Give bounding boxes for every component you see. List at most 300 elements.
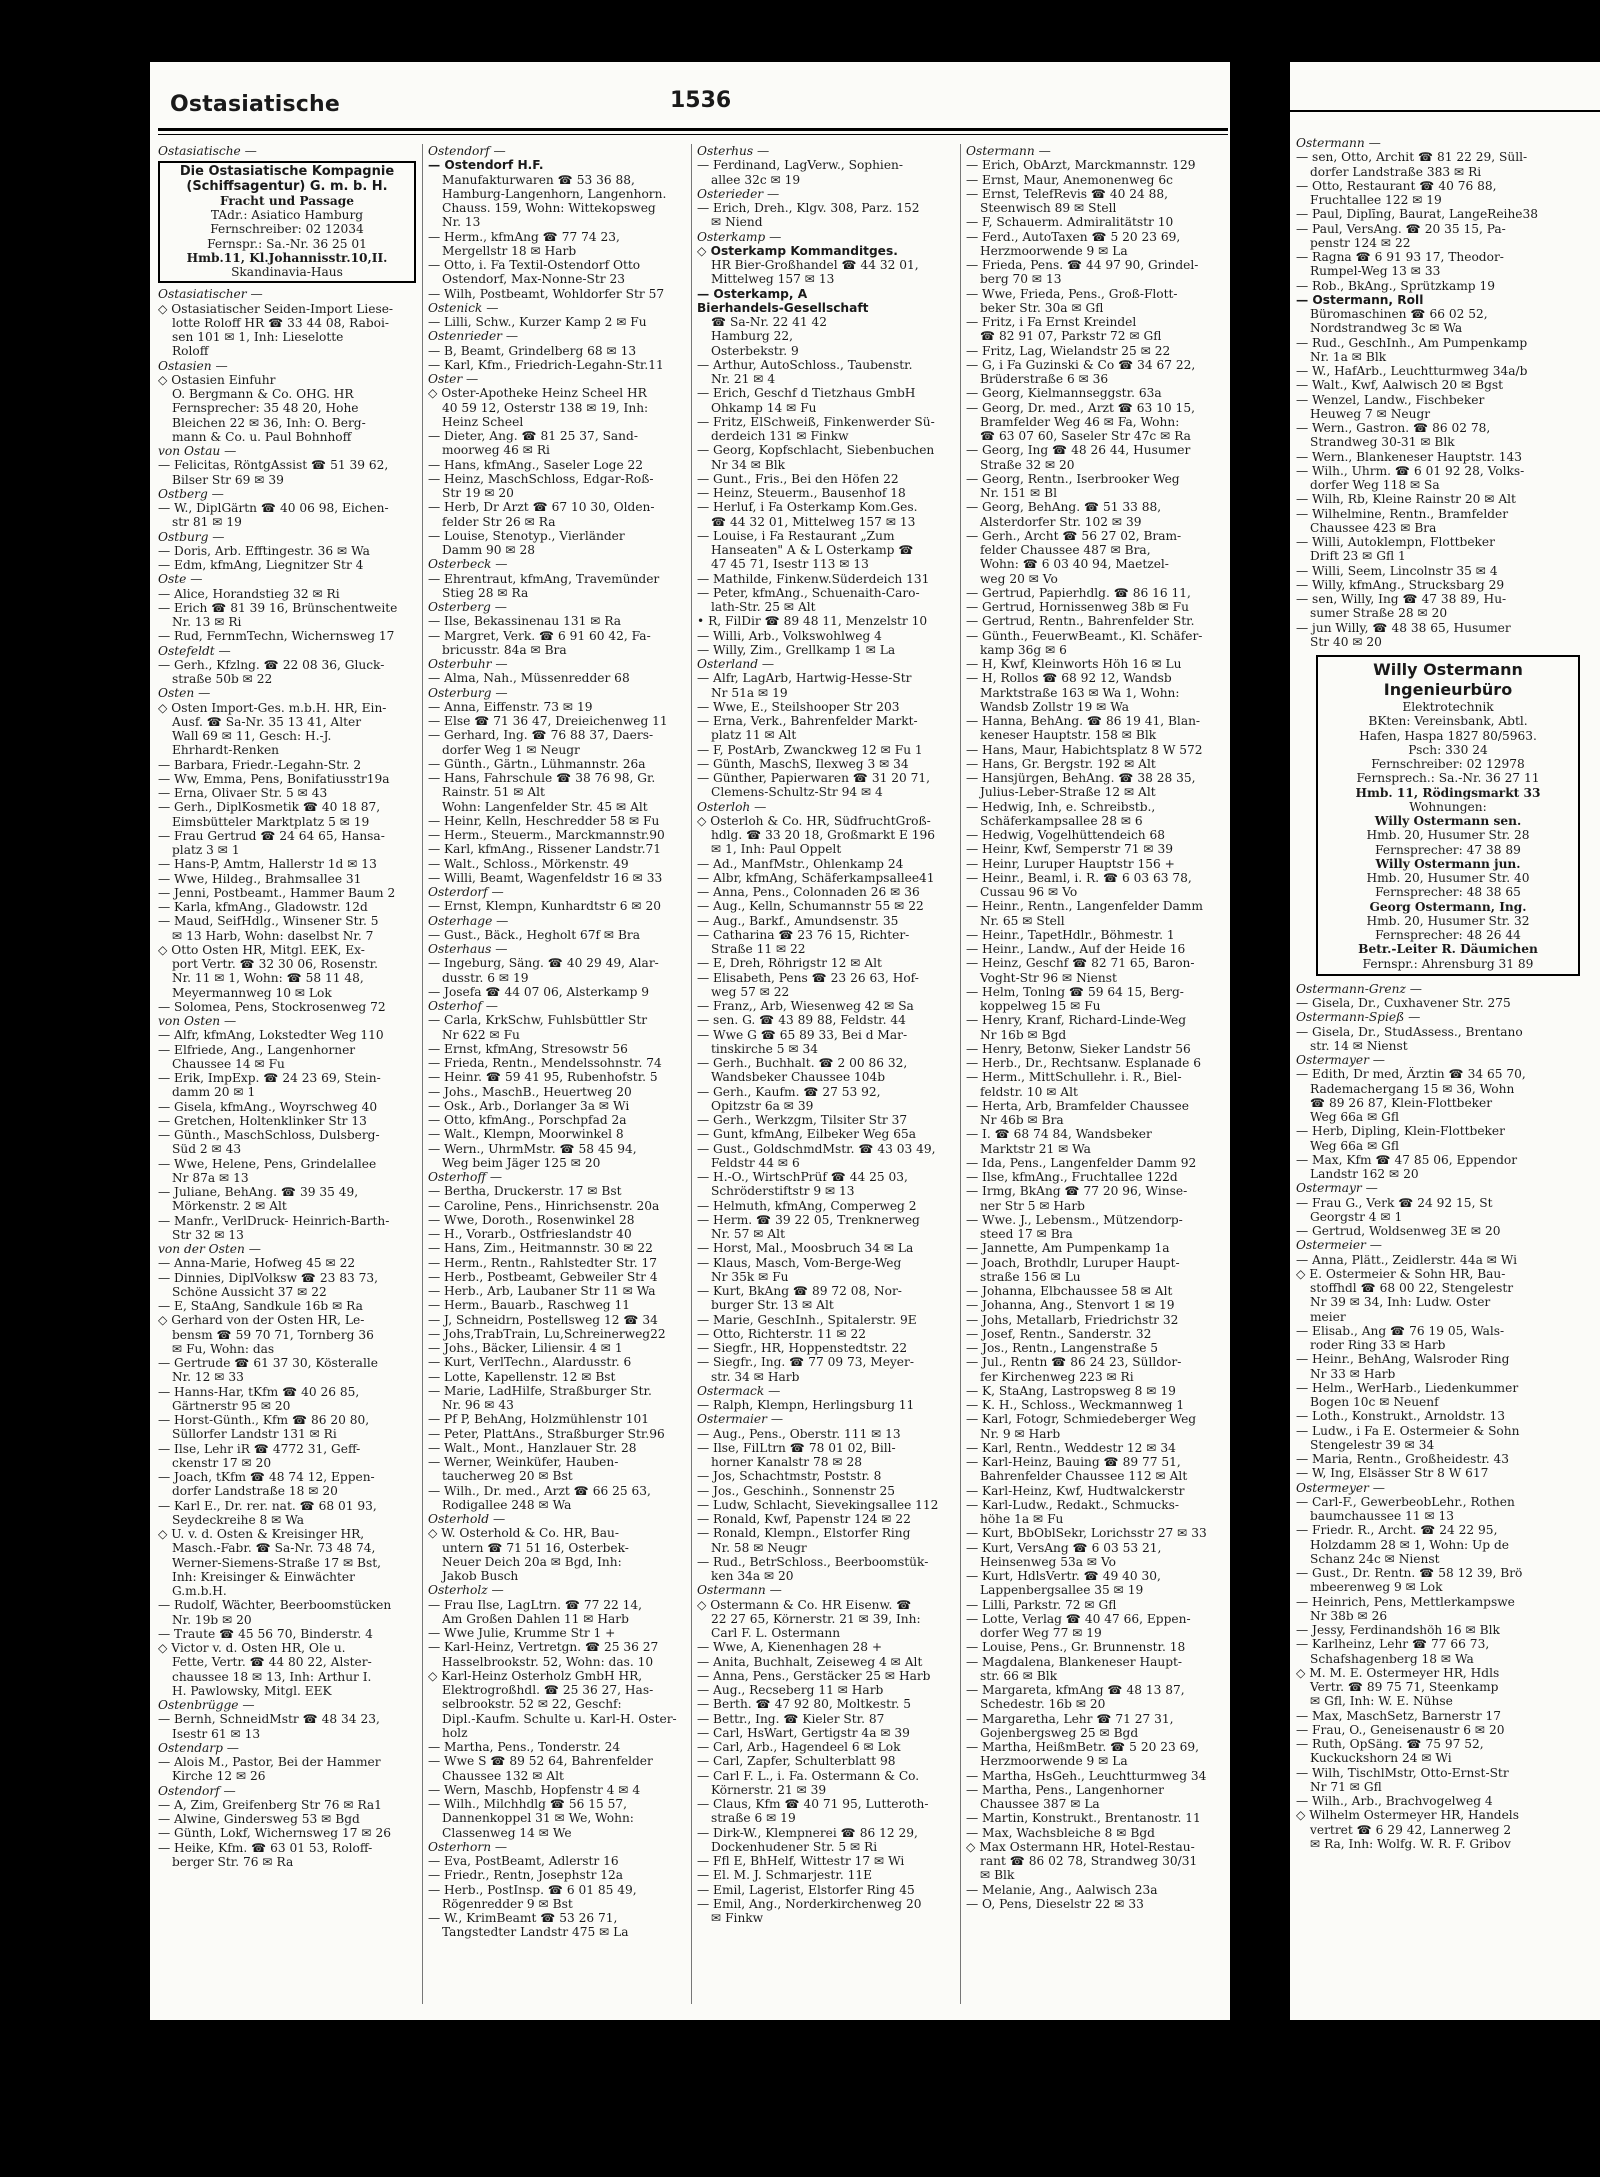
directory-entry-line: — Anna, Pens., Colonnaden 26 ✉ 36 <box>697 885 920 899</box>
directory-entry-line: — Gertrude ☎ 61 37 30, Kösteralle <box>158 1356 378 1370</box>
directory-entry-line: Schedestr. 16b ✉ 20 <box>980 1697 1106 1712</box>
directory-entry-line: — Herm., Bauarb., Raschweg 11 <box>428 1298 630 1313</box>
section-heading: Ostermann-Spieß — <box>1296 1010 1421 1025</box>
directory-entry-line: — Gerh., Kaufm. ☎ 27 53 92, <box>697 1084 881 1099</box>
column-4 <box>966 144 1224 1911</box>
directory-entry-line: stoffhdl ☎ 68 00 22, Stengelestr <box>1310 1281 1514 1295</box>
directory-entry-line: — W, Ing, Elsässer Str 8 W 617 <box>1296 1466 1489 1481</box>
directory-entry-line: — Claus, Kfm ☎ 40 71 95, Lutteroth- <box>697 1797 929 1811</box>
directory-entry-line: Fernsprecher: 48 26 44 <box>1375 928 1521 942</box>
directory-entry-line: — E, Dreh, Röhrigstr 12 ✉ Alt <box>697 956 882 971</box>
directory-entry-line: — Karl-Heinz, Vertretgn. ☎ 25 36 27 <box>428 1640 659 1655</box>
directory-entry-line: chaussee 18 ✉ 13, Inh: Arthur I. <box>172 1669 372 1684</box>
directory-entry-line: — Erich, ObArzt, Marckmannstr. 129 <box>966 158 1196 173</box>
directory-entry-line: — Ferd., AutoTaxen ☎ 5 20 23 69, <box>966 229 1181 244</box>
directory-entry-line: Cussau 96 ✉ Vo <box>980 885 1078 899</box>
directory-entry-line: — B, Beamt, Grindelberg 68 ✉ 13 <box>428 343 637 358</box>
directory-entry-line: — Magdalena, Blankeneser Haupt- <box>966 1654 1183 1669</box>
directory-entry-line: Nr 16b ✉ Bgd <box>980 1027 1067 1042</box>
directory-entry-line: — W., DiplGärtn ☎ 40 06 98, Eichen- <box>158 501 389 515</box>
directory-entry-line: — Wwe, Hildeg., Brahmsallee 31 <box>158 871 362 886</box>
directory-entry-line: — Helm, Tonlng ☎ 59 64 15, Berg- <box>966 984 1184 999</box>
directory-entry-line: — Erich, Dreh., Klgv. 308, Parz. 152 <box>697 201 920 215</box>
directory-entry-line: — Otto, kfmAng., Porschpfad 2a <box>428 1113 627 1127</box>
directory-entry-line: ◇ Oster-Apotheke Heinz Scheel HR <box>428 386 647 401</box>
directory-entry-line: — Alwine, Gindersweg 53 ✉ Bgd <box>158 1812 360 1826</box>
directory-entry-line: meier <box>1310 1309 1346 1324</box>
directory-entry-line: — Karl E., Dr. rer. nat. ☎ 68 01 93, <box>158 1498 377 1513</box>
directory-entry-line: — Martha, Pens., Langenhorner <box>966 1782 1164 1797</box>
directory-entry-line: Nr 87a ✉ 13 <box>172 1170 249 1185</box>
directory-entry-line: — jun Willy, ☎ 48 38 65, Husumer <box>1296 620 1511 635</box>
directory-entry-line: — Erna, Verk., Bahrenfelder Markt- <box>697 714 918 728</box>
directory-entry-line: — Gertrud, Papierhdlg. ☎ 86 16 11, <box>966 585 1191 600</box>
directory-entry-line: — Bettr., Ing. ☎ Kieler Str. 87 <box>697 1711 885 1726</box>
directory-entry-line: — Hanns-Har, tKfm ☎ 40 26 85, <box>158 1384 360 1399</box>
directory-entry-line: — Johs, Metallarb, Friedrichstr 32 <box>966 1312 1179 1327</box>
directory-entry-line: Manufakturwaren ☎ 53 36 88, <box>442 172 635 187</box>
directory-entry-line: damm 20 ✉ 1 <box>172 1085 256 1100</box>
directory-entry-line: — Dieter, Ang. ☎ 81 25 37, Sand- <box>428 429 638 443</box>
directory-entry-line: dorfer Landstraße 383 ✉ Ri <box>1310 164 1482 179</box>
directory-entry-line: steed 17 ✉ Bra <box>980 1227 1073 1241</box>
directory-entry-line: — Willi, Autoklempn, Flottbeker <box>1296 535 1495 549</box>
directory-entry-line: — Wilh, Postbeamt, Wohldorfer Str 57 <box>428 286 665 301</box>
directory-entry-line: — Heinrich, Pens, Mettlerkampswe <box>1296 1594 1515 1609</box>
section-heading: Ostenick — <box>428 300 499 315</box>
directory-entry-line: Ingenieurbüro <box>1383 680 1513 699</box>
directory-entry-line: — H, Rollos ☎ 68 92 12, Wandsb <box>966 671 1172 686</box>
directory-entry-line: berger Str. 76 ✉ Ra <box>172 1854 294 1869</box>
directory-entry-line: — Frau, O., Geneisenaustr 6 ✉ 20 <box>1296 1722 1505 1737</box>
directory-entry-line: port Vertr. ☎ 32 30 06, Rosenstr. <box>172 957 379 971</box>
directory-entry-line: — Helmuth, kfmAng, Comperweg 2 <box>697 1198 917 1213</box>
directory-entry-line: Tangstedter Landstr 475 ✉ La <box>442 1925 629 1940</box>
directory-entry-line: — Joach, tKfm ☎ 48 74 12, Eppen- <box>158 1470 375 1484</box>
directory-entry-line: H. Pawlowsky, Mitgl. EEK <box>172 1683 332 1698</box>
directory-entry-line: — Max, Kfm ☎ 47 85 06, Eppendor <box>1296 1152 1518 1167</box>
directory-entry-line: — Frau G., Verk ☎ 24 92 15, St <box>1296 1195 1493 1210</box>
directory-entry-line: — Carl F. L., i. Fa. Ostermann & Co. <box>697 1768 920 1783</box>
directory-entry-line: — Martha, Pens., Tonderstr. 24 <box>428 1740 621 1754</box>
directory-entry-line: Die Ostasiatische Kompagnie <box>179 165 395 180</box>
directory-entry-line: — Rud., GeschInh., Am Pumpenkamp <box>1296 335 1528 350</box>
directory-entry-line: ◇ W. Osterhold & Co. HR, Bau- <box>428 1526 619 1541</box>
directory-entry-line: — Gerh., Werkzgm, Tilsiter Str 37 <box>697 1113 908 1127</box>
directory-entry-line: O. Bergmann & Co. OHG. HR <box>172 387 354 401</box>
directory-entry-line: Hmb. 20, Husumer Str. 32 <box>1366 913 1530 928</box>
directory-entry-line: — Louise, Stenotyp., Vierländer <box>428 528 625 543</box>
directory-entry-line: — Osterkamp, A <box>697 286 808 301</box>
directory-entry-line: Lappenbergsallee 35 ✉ 19 <box>980 1583 1144 1598</box>
directory-entry-line: — Arthur, AutoSchloss., Taubenstr. <box>697 357 913 372</box>
column-2 <box>428 144 686 1940</box>
directory-entry-line: Körnerstr. 21 ✉ 39 <box>711 1782 827 1797</box>
directory-entry-line: — Margaretha, Lehr ☎ 71 27 31, <box>966 1711 1174 1726</box>
directory-entry-line: — Willi, Arb., Volkswohlweg 4 <box>697 628 882 643</box>
section-heading: Ostasien — <box>158 358 228 373</box>
directory-entry-line: — Hans, Fahrschule ☎ 38 76 98, Gr. <box>428 771 656 785</box>
directory-entry-line: Fernsprecher: 47 38 89 <box>1375 842 1521 857</box>
directory-entry-line: — Ingeburg, Säng. ☎ 40 29 49, Alar- <box>428 956 659 971</box>
directory-entry-line: — K, StaAng, Lastropsweg 8 ✉ 19 <box>966 1383 1176 1398</box>
directory-entry-line: Str 32 ✉ 13 <box>172 1227 244 1242</box>
directory-entry-line: — Walt., Klempn, Moorwinkel 8 <box>428 1127 624 1142</box>
directory-entry-line: Dannenkoppel 31 ✉ We, Wohn: <box>442 1811 634 1826</box>
directory-entry-line: — Carl, Arb., Hagendeel 6 ✉ Lok <box>697 1740 901 1754</box>
directory-entry-line: — Margareta, kfmAng ☎ 48 13 87, <box>966 1683 1185 1697</box>
directory-entry-line: — Wern, Maschb, Hopfenstr 4 ✉ 4 <box>428 1782 641 1797</box>
section-heading: Osterhus — <box>697 144 770 158</box>
section-heading: Ostendorf — <box>428 144 506 158</box>
directory-entry-line: — Wilh., Milchhdlg ☎ 56 15 57, <box>428 1797 628 1811</box>
directory-entry-line: — Ww, Emma, Pens, Bonifatiusstr19a <box>158 771 390 786</box>
directory-entry-line: — Hans, Maur, Habichtsplatz 8 W 572 <box>966 742 1203 757</box>
directory-entry-line: Alsterdorfer Str. 102 ✉ 39 <box>980 514 1142 529</box>
directory-entry-line: — Herb., Postbeamt, Gebweiler Str 4 <box>428 1269 658 1284</box>
directory-entry-line: — Peter, PlattAns., Straßburger Str.96 <box>428 1426 665 1441</box>
section-heading: von Osten — <box>158 1014 237 1028</box>
directory-entry-line: ◇ Otto Osten HR, Mitgl. EEK, Ex- <box>158 942 365 957</box>
directory-entry-line: Rögenredder 9 ✉ Bst <box>442 1896 573 1911</box>
directory-entry-line: keneser Hauptstr. 158 ✉ Blk <box>980 728 1157 743</box>
directory-entry-line: — Anna-Marie, Hofweg 45 ✉ 22 <box>158 1256 356 1271</box>
directory-entry-line: — Ernst, TelefRevis ☎ 40 24 88, <box>966 186 1169 201</box>
directory-entry-line: — Dirk-W., Klempnerei ☎ 86 12 29, <box>697 1825 918 1840</box>
directory-entry-line: G.m.b.H. <box>172 1584 227 1598</box>
directory-entry-line: Ehrhardt-Renken <box>172 743 280 758</box>
directory-entry-line: — Herb, Dr Arzt ☎ 67 10 30, Olden- <box>428 500 655 515</box>
directory-entry-line: — Johs,TrabTrain, Lu,Schreinerweg22 <box>428 1326 666 1341</box>
directory-entry-line: — Georg, Kielmannseggstr. 63a <box>966 386 1162 401</box>
directory-entry-line: — Siegfr., HR, Hoppenstedtstr. 22 <box>697 1341 908 1355</box>
directory-entry-line: — Otto, i. Fa Textil-Ostendorf Otto <box>428 258 641 272</box>
directory-entry-line: — H., Vorarb., Ostfrieslandstr 40 <box>428 1227 632 1241</box>
directory-entry-line: Hmb. 20, Husumer Str. 28 <box>1366 828 1530 843</box>
directory-entry-line: — Ehrentraut, kfmAng, Travemünder <box>428 571 660 586</box>
column-divider <box>691 144 692 2004</box>
directory-entry-line: Chaussee 423 ✉ Bra <box>1310 520 1437 535</box>
directory-entry-line: — Karl, kfmAng., Rissener Landstr.71 <box>428 842 662 857</box>
directory-entry-line: Süd 2 ✉ 43 <box>172 1142 242 1157</box>
directory-entry-line: — Anna, Plätt., Zeidlerstr. 44a ✉ Wi <box>1296 1252 1518 1267</box>
directory-entry-line: — W., KrimBeamt ☎ 53 26 71, <box>428 1911 618 1925</box>
directory-entry-line: Holzdamm 28 ✉ 1, Wohn: Up de <box>1310 1537 1509 1552</box>
directory-entry-line: — Ferdinand, LagVerw., Sophien- <box>697 158 904 173</box>
directory-entry-line: Dockenhudener Str. 5 ✉ Ri <box>711 1839 878 1854</box>
directory-entry-line: — Gerhard, Ing. ☎ 76 88 37, Daers- <box>428 728 654 743</box>
directory-entry-line: — Erich, Geschf d Tietzhaus GmbH <box>697 386 916 401</box>
section-heading: Osterhoff — <box>428 1170 503 1184</box>
directory-entry-line: Nr 71 ✉ Gfl <box>1310 1779 1382 1794</box>
directory-entry-line: Chaussee 132 ✉ Alt <box>442 1768 564 1783</box>
directory-entry-line: — Hedwig, Vogelhüttendeich 68 <box>966 828 1166 842</box>
directory-entry-line: — Marie, GeschInh., Spitalerstr. 9E <box>697 1312 917 1327</box>
directory-entry-line: lotte Roloff HR ☎ 33 44 08, Raboi- <box>172 315 390 330</box>
directory-entry-line: weg 57 ✉ 22 <box>711 984 790 999</box>
directory-entry-line: Wohn: ☎ 6 03 40 94, Maetzel- <box>980 557 1169 572</box>
directory-entry-line: — Werner, Weinküfer, Hauben- <box>428 1455 619 1469</box>
directory-entry-line: — Herb, Dipling, Klein-Flottbeker <box>1296 1124 1505 1139</box>
directory-entry-line: höhe 1a ✉ Fu <box>980 1512 1064 1526</box>
section-heading: Ostenrieder — <box>428 329 519 344</box>
directory-entry-line: Opitzstr 6a ✉ 39 <box>711 1098 814 1113</box>
directory-entry-line: ◇ Ostermann & Co. HR Eisenw. ☎ <box>697 1597 912 1612</box>
directory-entry-line: — Wwe S ☎ 89 52 64, Bahrenfelder <box>428 1754 653 1769</box>
directory-entry-line: — Horst, Mal., Moosbruch 34 ✉ La <box>697 1241 914 1256</box>
directory-entry-line: — Gust., GoldschmdMstr. ☎ 43 03 49, <box>697 1141 936 1156</box>
section-heading: Osterburg — <box>428 685 508 700</box>
directory-entry-line: — Wern., Gastron. ☎ 86 02 78, <box>1296 421 1491 435</box>
directory-entry-line: — Frieda, Rentn., Mendelssohnstr. 74 <box>428 1056 662 1070</box>
directory-entry-line: — Ilse, Bekassinenau 131 ✉ Ra <box>428 614 622 629</box>
directory-entry-line: Clemens-Schultz-Str 94 ✉ 4 <box>711 785 883 800</box>
directory-entry-line: — Heinr., Rentn., Langenfelder Damm <box>966 899 1203 914</box>
directory-entry-line: — O, Pens, Dieselstr 22 ✉ 33 <box>966 1896 1144 1911</box>
directory-entry-line: — sen, Otto, Archit ☎ 81 22 29, Süll- <box>1296 150 1528 165</box>
column-divider <box>422 144 423 2004</box>
directory-entry-line: weg 20 ✉ Vo <box>980 571 1058 586</box>
directory-entry-line: ☎ 82 91 07, Parkstr 72 ✉ Gfl <box>980 329 1162 344</box>
directory-entry-line: Nr 38b ✉ 26 <box>1310 1608 1388 1623</box>
directory-entry-line: — Georg, Dr. med., Arzt ☎ 63 10 15, <box>966 400 1195 415</box>
directory-entry-line: — Wenzel, Landw., Fischbeker <box>1296 392 1485 407</box>
directory-entry-line: — Gisela, Dr., StudAssess., Brentano <box>1296 1024 1523 1039</box>
section-heading: Osterloh — <box>697 799 767 814</box>
directory-entry-line: hdlg. ☎ 33 20 18, Großmarkt E 196 <box>711 828 936 842</box>
directory-entry-line: — Fritz, Lag, Wielandstr 25 ✉ 22 <box>966 343 1171 358</box>
directory-entry-line: — F, PostArb, Zwanckweg 12 ✉ Fu 1 <box>697 742 923 757</box>
directory-entry-line: — Ralph, Klempn, Herlingsburg 11 <box>697 1398 915 1412</box>
directory-entry-line: sen 101 ✉ 1, Inh: Lieselotte <box>172 330 344 344</box>
directory-entry-line: Schöne Aussicht 37 ✉ 22 <box>172 1284 327 1299</box>
directory-entry-line: — Herm., Rentn., Rahlstedter Str. 17 <box>428 1255 657 1270</box>
directory-entry-line: Fette, Vertr. ☎ 44 80 22, Alster- <box>172 1655 372 1670</box>
directory-entry-line: — Heinz, Geschf ☎ 82 71 65, Baron- <box>966 956 1195 971</box>
section-heading: Osterkamp — <box>697 229 782 244</box>
section-heading: Osterhold — <box>428 1512 506 1526</box>
directory-entry-line: — Bernh, SchneidMstr ☎ 48 34 23, <box>158 1712 380 1727</box>
directory-entry-line: straße 156 ✉ Lu <box>980 1269 1081 1284</box>
directory-entry-line: Schäferkampsallee 28 ✉ 6 <box>980 813 1143 828</box>
directory-entry-line: • R, FilDir ☎ 89 48 11, Menzelstr 10 <box>697 614 928 629</box>
directory-entry-line: Chaussee 14 ✉ Fu <box>172 1056 285 1071</box>
directory-entry-line: ◇ Max Ostermann HR, Hotel-Restau- <box>966 1839 1195 1854</box>
main-page <box>150 62 1230 2020</box>
directory-entry-line: ◇ M. M. E. Ostermeyer HR, Hdls <box>1296 1665 1500 1680</box>
directory-entry-line: — Gertrud, Rentn., Bahrenfelder Str. <box>966 614 1195 629</box>
directory-entry-line: — Günth, MaschS, Ilexweg 3 ✉ 34 <box>697 756 909 771</box>
directory-entry-line: — Günth, Lokf, Wichernsweg 17 ✉ 26 <box>158 1826 391 1841</box>
entries-bottom <box>1296 982 1600 1851</box>
directory-entry-line: — Hans, Gr. Bergstr. 192 ✉ Alt <box>966 756 1156 771</box>
directory-entry-line: — Rob., BkAng., Sprützkamp 19 <box>1296 278 1495 293</box>
directory-entry-line: Isestr 61 ✉ 13 <box>172 1726 261 1741</box>
directory-entry-line: Gojenbergsweg 25 ✉ Bgd <box>980 1725 1139 1740</box>
directory-entry-line: HR Bier-Großhandel ☎ 44 32 01, <box>711 258 919 272</box>
directory-entry-line: — Marie, LadHilfe, Straßburger Str. <box>428 1383 652 1398</box>
directory-entry-line: Willy Ostermann sen. <box>1374 814 1522 828</box>
directory-entry-line: Psch: 330 24 <box>1408 742 1488 757</box>
directory-entry-line: str 81 ✉ 19 <box>172 515 242 530</box>
directory-entry-line: Rademachergang 15 ✉ 36, Wohn <box>1310 1081 1515 1096</box>
directory-entry-line: Fruchtallee 122 ✉ 19 <box>1310 193 1442 207</box>
directory-entry-line: — Carl, Zapfer, Schulterblatt 98 <box>697 1754 896 1769</box>
directory-entry-line: — Friedr., Rentn, Josephstr 12a <box>428 1868 624 1883</box>
directory-entry-line: — Elfriede, Ang., Langenhorner <box>158 1042 356 1057</box>
directory-entry-line: — Ludw., i Fa E. Ostermeier & Sohn <box>1296 1423 1520 1438</box>
directory-entry-line: Rodigallee 248 ✉ Wa <box>442 1497 572 1512</box>
directory-entry-line: — Melanie, Ang., Aalwisch 23a <box>966 1882 1158 1897</box>
directory-entry-line: — Ronald, Klempn., Elstorfer Ring <box>697 1526 911 1541</box>
directory-entry-line: Bahrenfelder Chaussee 112 ✉ Alt <box>980 1469 1188 1484</box>
directory-entry-line: — Heinr, Luruper Hauptstr 156 + <box>966 856 1175 871</box>
section-heading: Osterhorn — <box>428 1839 508 1854</box>
directory-entry-line: Mittelweg 157 ✉ 13 <box>711 272 835 287</box>
directory-entry-line: berg 70 ✉ 13 <box>980 272 1062 287</box>
directory-entry-line: Nr. 151 ✉ Bl <box>980 486 1057 500</box>
directory-entry-line: — Wilh, Rb, Kleine Rainstr 20 ✉ Alt <box>1296 492 1516 507</box>
facing-page-column <box>1296 136 1600 1851</box>
directory-entry-line: Nr. 58 ✉ Neugr <box>711 1540 807 1555</box>
directory-entry-line: — Jos., Rentn., Langenstraße 5 <box>966 1341 1159 1355</box>
directory-entry-line: — Lilli, Parkstr. 72 ✉ Gfl <box>966 1597 1117 1612</box>
directory-entry-line: — Kurt, VersAng ☎ 6 03 53 21, <box>966 1540 1162 1555</box>
directory-entry-line: Bleichen 22 ✉ 36, Inh: O. Berg- <box>172 415 366 430</box>
directory-entry-line: (Schiffsagentur) G. m. b. H. <box>186 179 388 194</box>
directory-entry-line: — sen, Willy, Ing ☎ 47 38 89, Hu- <box>1296 592 1507 606</box>
directory-entry-line: Kirche 12 ✉ 26 <box>172 1769 266 1784</box>
directory-entry-line: — Martin, Konstrukt., Brentanostr. 11 <box>966 1811 1201 1826</box>
directory-entry-line: Nr. 9 ✉ Harb <box>980 1426 1061 1441</box>
directory-entry-line: Nr. 13 <box>442 215 481 230</box>
directory-entry-line: — Willy, kfmAng., Strucksbarg 29 <box>1296 577 1505 592</box>
section-heading: Ostermann — <box>966 144 1051 158</box>
company-advertisement-box <box>158 161 416 283</box>
directory-entry-line: Nr. 12 ✉ 33 <box>172 1370 244 1385</box>
directory-entry-line: — Karl-Ludw., Redakt., Schmucks- <box>966 1497 1180 1512</box>
directory-entry-line: — Mathilde, Finkenw.Süderdeich 131 <box>697 571 930 586</box>
section-heading: Oster — <box>428 372 479 386</box>
directory-entry-line: ◇ Osterloh & Co. HR, SüdfruchtGroß- <box>697 813 931 828</box>
directory-entry-line: — Ad., ManfMstr., Ohlenkamp 24 <box>697 856 904 871</box>
directory-entry-line: 22 27 65, Körnerstr. 21 ✉ 39, Inh: <box>711 1611 921 1626</box>
directory-entry-line: — Gerh., DiplKosmetik ☎ 40 18 87, <box>158 800 381 815</box>
directory-entry-line: — Felicitas, RöntgAssist ☎ 51 39 62, <box>158 458 389 473</box>
directory-entry-line: — Willy, Zim., Grellkamp 1 ✉ La <box>697 642 896 657</box>
directory-entry-line: — Karl, Fotogr, Schmiedeberger Weg <box>966 1412 1197 1427</box>
directory-entry-line: — Ffl E, BhHelf, Wittestr 17 ✉ Wi <box>697 1854 905 1868</box>
directory-entry-line: Stieg 28 ✉ Ra <box>442 585 529 600</box>
section-heading: Osterieder — <box>697 186 780 201</box>
directory-entry-line: Weg beim Jäger 125 ✉ 20 <box>442 1155 601 1170</box>
directory-entry-line: — Louise, i Fa Restaurant „Zum <box>697 528 895 543</box>
page-header <box>158 82 1228 122</box>
directory-entry-line: kamp 36g ✉ 6 <box>980 642 1067 657</box>
directory-entry-line: Masch.-Fabr. ☎ Sa-Nr. 73 48 74, <box>172 1541 376 1556</box>
directory-entry-line: — Henry, Kranf, Richard-Linde-Weg <box>966 1013 1187 1028</box>
directory-entry-line: — Paul, VersAng. ☎ 20 35 15, Pa- <box>1296 221 1506 236</box>
directory-entry-line: — Wwe, Helene, Pens, Grindelallee <box>158 1156 377 1171</box>
directory-entry-line: Straße 11 ✉ 22 <box>711 942 806 956</box>
directory-entry-line: — Hedwig, Inh, e. Schreibstb., <box>966 799 1156 814</box>
directory-entry-line: — Ronald, Kwf, Papenstr 124 ✉ 22 <box>697 1512 911 1526</box>
section-heading: Osterhaus — <box>428 942 508 956</box>
directory-entry-line: — I. ☎ 68 74 84, Wandsbeker <box>966 1127 1152 1142</box>
directory-entry-line: Herzmoorwende 9 ✉ La <box>980 243 1128 258</box>
directory-entry-line: — Herb., Arb, Laubaner Str 11 ✉ Wa <box>428 1284 656 1298</box>
directory-entry-line: — Jos, Schachtmstr, Poststr. 8 <box>697 1469 882 1484</box>
directory-entry-line: BKten: Vereinsbank, Abtl. <box>1368 714 1528 729</box>
directory-entry-line: — Helm., WerHarb., Liedenkummer <box>1296 1380 1519 1395</box>
section-heading: Ostermaier — <box>697 1412 784 1427</box>
directory-entry-line: — Frieda, Pens. ☎ 44 97 90, Grindel- <box>966 258 1199 272</box>
directory-entry-line: Heuweg 7 ✉ Neugr <box>1310 406 1431 421</box>
directory-entry-line: dorfer Weg 118 ✉ Sa <box>1310 478 1440 492</box>
directory-entry-line: Osterbekstr. 9 <box>711 343 799 358</box>
directory-entry-line: Heinsenweg 53a ✉ Vo <box>980 1554 1116 1569</box>
section-heading: Ostermayer — <box>1296 1053 1385 1067</box>
directory-entry-line: — Heinz, MaschSchloss, Edgar-Roß- <box>428 471 654 486</box>
directory-entry-line: Fernspr.: Sa.-Nr. 36 25 01 <box>207 236 367 251</box>
directory-entry-line: Fernsprecher: 48 38 65 <box>1375 885 1521 900</box>
facing-page <box>1290 62 1600 2020</box>
section-heading: Ostermayr — <box>1296 1181 1378 1196</box>
directory-entry-line: Chauss. 159, Wohn: Wittekopsweg <box>442 201 656 215</box>
directory-entry-line: — Fritz, i Fa Ernst Kreindel <box>966 315 1137 329</box>
section-heading: Ostasiatischer — <box>158 287 263 302</box>
directory-entry-line: — Karl-Heinz, Bauing ☎ 89 77 51, <box>966 1455 1181 1469</box>
directory-entry-line: Elektrotechnik <box>1402 700 1494 714</box>
directory-entry-line: — El. M. J. Schmarjestr. 11E <box>697 1868 872 1883</box>
directory-entry-line: — Gunt., Fris., Bei den Höfen 22 <box>697 471 899 486</box>
section-heading: Ostermeyer — <box>1296 1480 1385 1495</box>
directory-entry-line: — Barbara, Friedr.-Legahn-Str. 2 <box>158 757 362 772</box>
directory-entry-line: ◇ Karl-Heinz Osterholz GmbH HR, <box>428 1668 643 1683</box>
directory-entry-line: — Hanna, BehAng. ☎ 86 19 41, Blan- <box>966 714 1201 728</box>
directory-entry-line: Betr.-Leiter R. Däumichen <box>1358 942 1538 957</box>
directory-entry-line: — Peter, kfmAng., Schuenaith-Caro- <box>697 585 920 600</box>
directory-entry-line: Fernsprecher: 35 48 20, Hohe <box>172 401 359 416</box>
directory-entry-line: Drift 23 ✉ Gfl 1 <box>1310 549 1406 564</box>
directory-entry-line: — Ilse, FilLtrn ☎ 78 01 02, Bill- <box>697 1440 896 1455</box>
scan-border-bottom <box>0 2020 1600 2177</box>
directory-entry-line: — Ernst, Maur, Anemonenweg 6c <box>966 172 1173 187</box>
section-heading: Osterdorf — <box>428 885 504 899</box>
directory-entry-line: Jakob Busch <box>442 1569 519 1583</box>
directory-entry-line: Rainstr. 51 ✉ Alt <box>442 785 545 800</box>
directory-entry-line: Fernspr.: Ahrensburg 31 89 <box>1362 956 1534 971</box>
directory-entry-line: Seydeckreihe 8 ✉ Wa <box>172 1512 304 1527</box>
directory-entry-line: — Edith, Dr med, Ärztin ☎ 34 65 70, <box>1296 1067 1526 1082</box>
directory-entry-line: — E, StaAng, Sandkule 16b ✉ Ra <box>158 1299 363 1313</box>
directory-entry-line: — Louise, Pens., Gr. Brunnenstr. 18 <box>966 1640 1186 1655</box>
directory-entry-line: bensm ☎ 59 70 71, Tornberg 36 <box>172 1327 374 1342</box>
directory-entry-line: — Heinr, Kelln, Heschredder 58 ✉ Fu <box>428 813 660 828</box>
directory-entry-line: Fernschreiber: 02 12034 <box>210 222 364 237</box>
directory-entry-line: roder Ring 33 ✉ Harb <box>1310 1338 1446 1352</box>
directory-entry-line: — Else ☎ 71 36 47, Dreieichenweg 11 <box>428 714 668 728</box>
directory-entry-line: Willy Ostermann <box>1373 660 1523 679</box>
directory-entry-line: holz <box>442 1725 468 1740</box>
directory-entry-line: Hmb.11, Kl.Johannisstr.10,II. <box>186 250 388 265</box>
directory-entry-line: — Wwe, Doroth., Rosenwinkel 28 <box>428 1212 635 1227</box>
directory-entry-line: — Ilse, Lehr iR ☎ 4772 31, Geff- <box>158 1441 361 1456</box>
directory-entry-line: — Otto, Restaurant ☎ 40 76 88, <box>1296 178 1497 193</box>
directory-entry-line: lath-Str. 25 ✉ Alt <box>711 600 816 614</box>
directory-entry-line: str. 66 ✉ Blk <box>980 1668 1058 1683</box>
directory-entry-line: straße 6 ✉ 19 <box>711 1811 796 1826</box>
